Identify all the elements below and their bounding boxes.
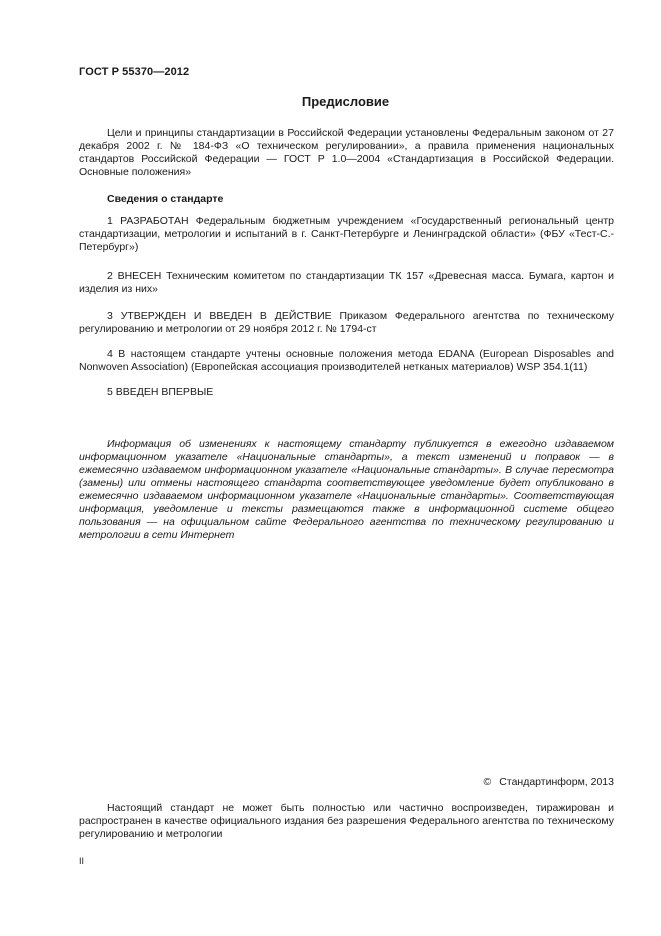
page-number: II <box>79 856 85 866</box>
item-developed: 1 РАЗРАБОТАН Федеральным бюджетным учреждением «Государственный региональный центр стандартизации, метрологии и испытаний в г. Санкт-Петербурге и Ленинградской области» (ФБУ «Тест-С.-Петербург») <box>79 215 614 253</box>
reproduction-notice: Настоящий стандарт не может быть полностью или частично воспроизведен, тиражирован и распространен в качестве официального издания без разрешения Федерального агентства по техническому регулированию и метрологии <box>79 802 614 840</box>
item-introduced-first: 5 ВВЕДЕН ВПЕРВЫЕ <box>107 386 214 398</box>
item-edana-method: 4 В настоящем стандарте учтены основные положения метода EDANA (European Disposables and Nonwoven Association) (Европейская ассоциация производителей нетканых материалов) WSP 354.1(11) <box>79 348 614 373</box>
info-notice: Информация об изменениях к настоящему стандарту публикуется в ежегодно издаваемом информационном указателе «Национальные стандарты», а текст изменений и поправок — в ежемесячно издаваемом информационном указателе «Национальные стандарты». В случае пересмотра (замены) или отмены настоящего стандарта соответствующее уведомление будет опубликовано в ежемесячно издаваемом информационном указателе «Национальные стандарты». Соответствующая информация, уведомление и тексты размещаются также в информационной системе общего пользования — на официальном сайте Федерального агентства по техническому регулированию и метрологии в сети Интернет <box>79 438 614 541</box>
page-title: Предисловие <box>301 94 390 109</box>
standard-code: ГОСТ Р 55370—2012 <box>79 66 190 78</box>
copyright-symbol: © <box>483 776 492 788</box>
copyright-line <box>484 776 614 788</box>
item-submitted: 2 ВНЕСЕН Техническим комитетом по стандартизации ТК 157 «Древесная масса. Бумага, картон и изделия из них» <box>79 270 614 295</box>
section-heading: Сведения о стандарте <box>107 193 224 205</box>
item-approved: 3 УТВЕРЖДЕН И ВВЕДЕН В ДЕЙСТВИЕ Приказом Федерального агентства по техническому регулированию и метрологии от 29 ноября 2012 г. № 1794-ст <box>79 310 614 335</box>
copyright-holder: Стандартинформ, 2013 <box>499 776 614 788</box>
intro-paragraph: Цели и принципы стандартизации в Российской Федерации установлены Федеральным законом от 27 декабря 2002 г. № 184-ФЗ «О техническом регулировании», а правила применения национальных стандартов Российской Федерации — ГОСТ Р 1.0—2004 «Стандартизация в Российской Федерации. Основные положения» <box>79 127 614 178</box>
